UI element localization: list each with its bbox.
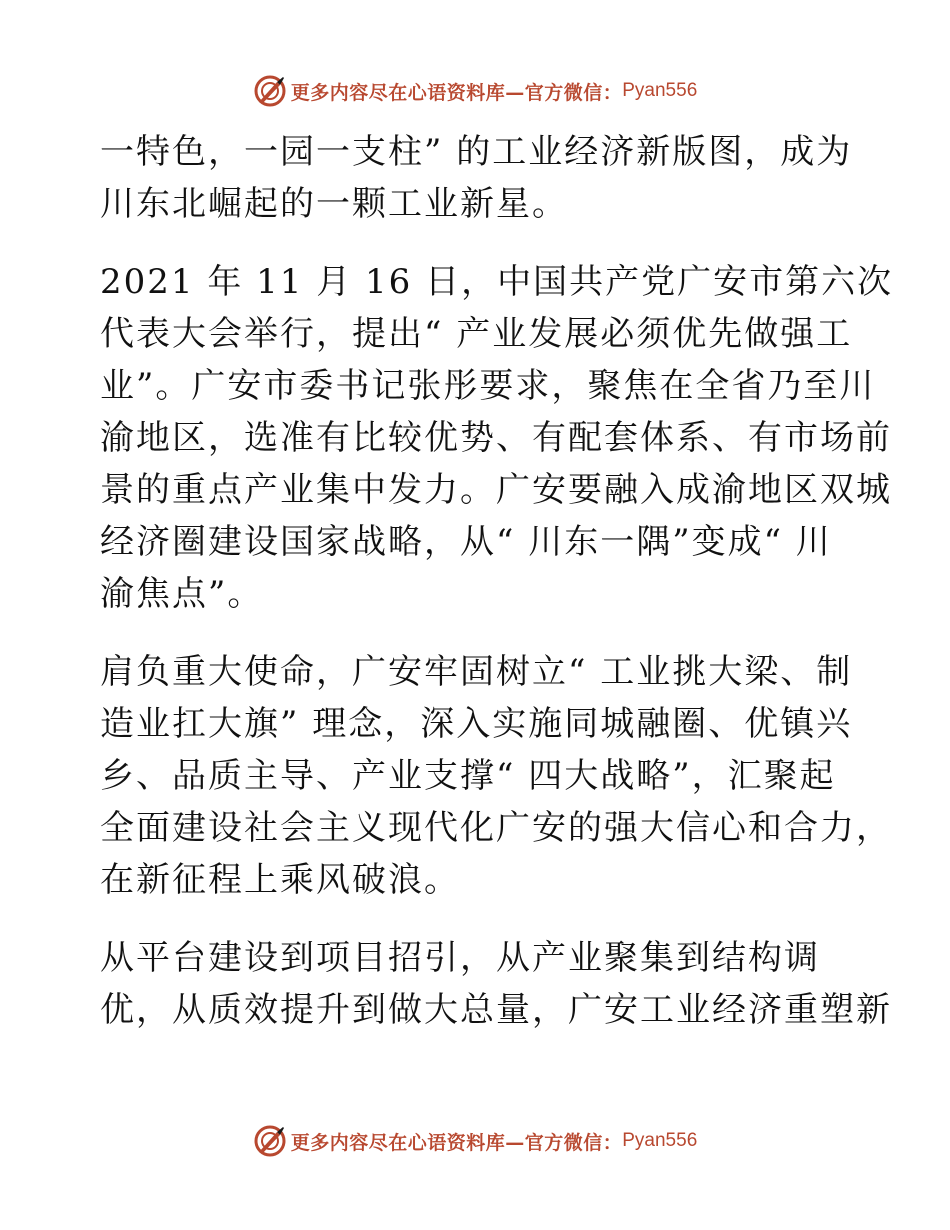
text-line: 从平台建设到项目招引，从产业聚集到结构调: [100, 938, 820, 978]
paragraph-gap: [100, 906, 860, 932]
header-banner: [0, 71, 950, 111]
text-line: 业”。广安市委书记张彤要求，聚焦在全省乃至川: [100, 366, 876, 406]
quill-seal-icon: [253, 1124, 287, 1158]
paragraph: [100, 126, 860, 230]
document-body: [100, 126, 894, 1036]
banner-text: 更多内容尽在心语资料库—官方微信：: [290, 1131, 623, 1154]
text-line: 经济圈建设国家战略，从“ 川东一隅”变成“ 川: [100, 522, 832, 562]
text-line: 肩负重大使命，广安牢固树立“ 工业挑大梁、制: [100, 652, 853, 692]
paragraph-gap: [100, 230, 860, 256]
banner-handle: Pyan556: [622, 80, 698, 101]
text-line: 渝地区，选准有比较优势、有配套体系、有市场前: [100, 418, 892, 458]
text-line: 景的重点产业集中发力。广安要融入成渝地区双城: [100, 470, 892, 510]
banner-text: 更多内容尽在心语资料库—官方微信：: [290, 81, 623, 104]
banner-handle: Pyan556: [622, 1130, 698, 1151]
footer-banner: [0, 1121, 950, 1161]
text-line: 在新征程上乘风破浪。: [100, 860, 460, 900]
text-line: 优，从质效提升到做大总量，广安工业经济重塑新: [100, 990, 892, 1030]
paragraph-gap: [100, 620, 860, 646]
text-line: 乡、品质主导、产业支撑“ 四大战略”，汇聚起: [100, 756, 836, 796]
paragraph: [100, 256, 894, 620]
paragraph: [100, 932, 892, 1036]
quill-seal-icon: [253, 74, 287, 108]
text-line: 代表大会举行，提出“ 产业发展必须优先做强工: [100, 314, 853, 354]
text-line: 造业扛大旗” 理念，深入实施同城融圈、优镇兴: [100, 704, 853, 744]
text-line: 全面建设社会主义现代化广安的强大信心和合力，: [100, 808, 892, 848]
text-line: 川东北崛起的一颗工业新星。: [100, 184, 568, 224]
text-line: 渝焦点”。: [100, 574, 264, 614]
text-line: 2021 年 11 月 16 日，中国共产党广安市第六次: [100, 262, 894, 302]
paragraph: [100, 646, 892, 906]
text-line: 一特色，一园一支柱” 的工业经济新版图，成为: [100, 132, 853, 172]
